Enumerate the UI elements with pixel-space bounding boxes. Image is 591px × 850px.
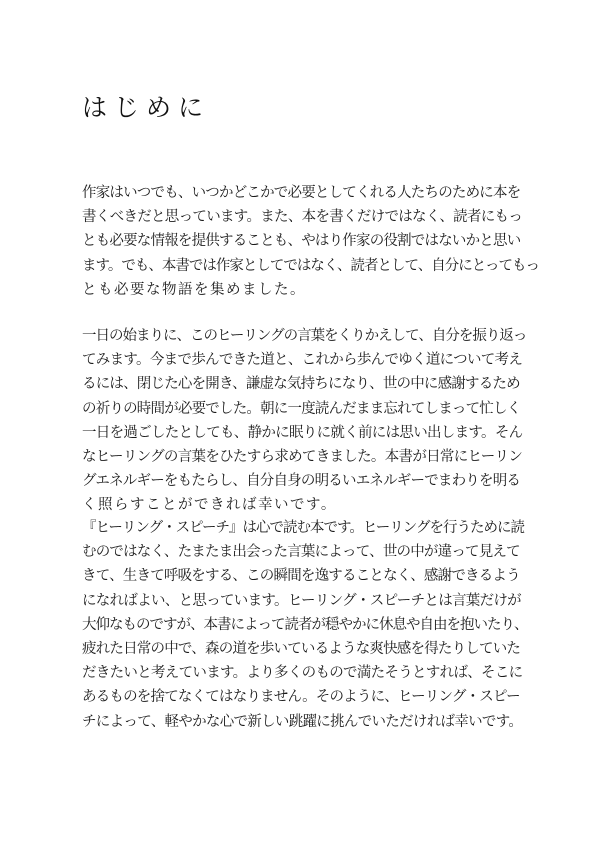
paragraph-line: むのではなく、たまたま出会った言葉によって、世の中が違って見えて <box>82 544 520 561</box>
page-title: はじめに <box>82 93 211 122</box>
paragraph-line: ます。でも、本書では作家としてではなく、読者として、自分にとってもっ <box>82 257 539 274</box>
paragraph-line: 大仰なものですが、本書によって読者が穏やかに休息や自由を抱いたり、 <box>82 616 528 633</box>
paragraph-line: チによって、軽やかな心で新しい跳躍に挑んでいただければ幸いです。 <box>82 713 523 730</box>
paragraph-line: あるものを捨てなくてはなりません。そのように、ヒーリング・スピー <box>82 689 520 706</box>
paragraph-line: きて、生きて呼吸をする、この瞬間を逸することなく、感謝できるよう <box>82 568 520 585</box>
paragraph-line: 作家はいつでも、いつかどこかで必要としてくれる人たちのために本を <box>82 185 521 201</box>
paragraph-2 <box>82 324 527 518</box>
paragraph-line: るには、閉じた心を開き、謙虚な気持ちになり、世の中に感謝するため <box>82 376 520 393</box>
paragraph-line: グエネルギーをもたらし、自分自身の明るいエネルギーでまわりを明る <box>82 473 521 490</box>
paragraph-line: なヒーリングの言葉をひたすら求めてきました。本書が日常にヒーリン <box>82 448 523 465</box>
paragraph-line: 一日を過ごしたとしても、静かに眠りに就く前には思い出します。そん <box>82 424 523 441</box>
paragraph-line: の祈りの時間が必要でした。朝に一度読んだまま忘れてしまって忙しく <box>82 400 521 417</box>
paragraph-line: 『ヒーリング・スピーチ』は心で読む本です。ヒーリングを行うために読 <box>82 520 525 536</box>
paragraph-line: になればよい、と思っています。ヒーリング・スピーチとは言葉だけが <box>82 592 521 609</box>
paragraph-line: 一日の始まりに、このヒーリングの言葉をくりかえして、自分を振り返っ <box>82 328 527 344</box>
paragraph-line: とも必要な物語を集めました。 <box>82 281 306 298</box>
paragraph-line: 疲れた日常の中で、森の道を歩いているような爽快感を得たりしていた <box>82 640 521 657</box>
paragraph-3 <box>82 516 528 734</box>
paragraph-line: てみます。今まで歩んできた道と、これから歩んでゆく道について考え <box>82 352 523 369</box>
paragraph-1 <box>82 181 539 302</box>
paragraph-line: く照らすことができれば幸いです。 <box>82 497 337 514</box>
paragraph-line: だきたいと考えています。より多くのもので満たそうとすれば、そこに <box>82 665 523 682</box>
paragraph-line: 書くべきだと思っています。また、本を書くだけではなく、読者にもっ <box>82 209 523 226</box>
paragraph-line: とも必要な情報を提供することも、やはり作家の役割ではないかと思い <box>82 233 521 250</box>
